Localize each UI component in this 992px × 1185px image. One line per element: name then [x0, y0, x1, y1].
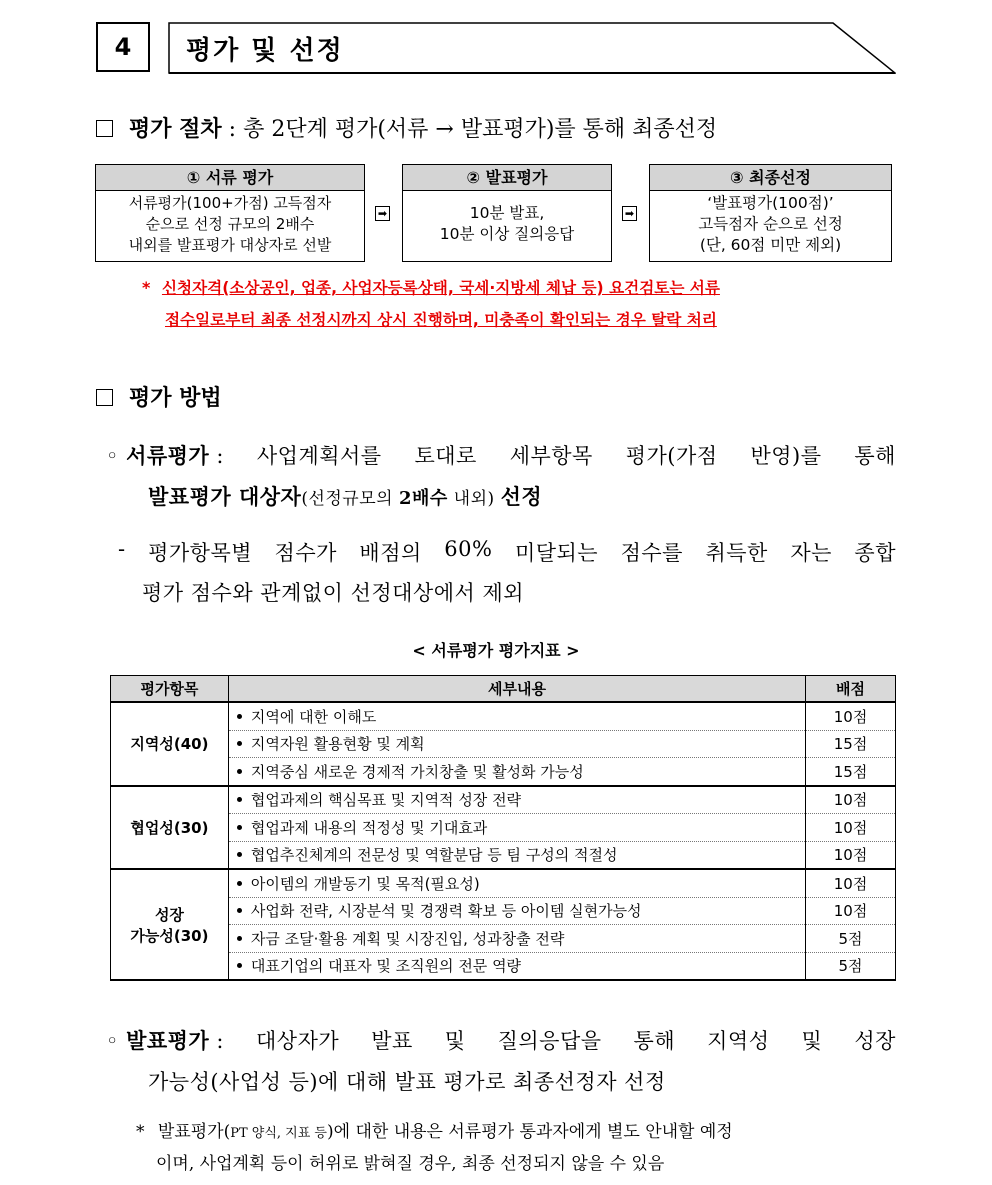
points-cell: 15점 [806, 730, 896, 758]
doc-eval-word: 통해 [854, 444, 896, 468]
bullet-dot-icon [237, 963, 242, 968]
item-text: 자금 조달·활용 계획 및 시장진입, 성과창출 전략 [250, 929, 565, 948]
section-title-box [168, 22, 896, 74]
item-cell [228, 814, 805, 842]
points-cell: 10점 [806, 786, 896, 814]
item-text: 지역자원 활용현황 및 계획 [250, 735, 425, 754]
pres-eval-word: 및 [801, 1029, 823, 1053]
points-cell: 15점 [806, 758, 896, 786]
table-row [111, 730, 896, 758]
process-step-1-line: 내외를 발표평가 대상자로 선발 [128, 236, 332, 254]
doc-eval-multiplier: 2배수 [398, 488, 448, 509]
process-step-1-line: 서류평가(100+가점) 고득점자 [128, 194, 332, 212]
pres-eval-line-2: 가능성(사업성 등)에 대해 발표 평가로 최종선정자 선정 [148, 1070, 666, 1094]
table-row [111, 702, 896, 730]
pres-eval-colon: : [209, 1029, 224, 1053]
method-label: 평가 방법 [129, 385, 222, 411]
bullet-dot-icon [237, 908, 242, 913]
item-cell [228, 786, 805, 814]
notice-line-2 [165, 308, 896, 330]
points-cell: 10점 [806, 702, 896, 730]
sub-word: 배점의 [359, 541, 422, 565]
table-row [111, 869, 896, 897]
pres-eval-word: 질의응답을 [497, 1029, 602, 1053]
item-cell [228, 869, 805, 897]
item-text: 아이템의 개발동기 및 목적(필요성) [250, 874, 480, 893]
pres-eval-word: 성장 [854, 1029, 896, 1053]
bullet-dot-icon [237, 797, 242, 802]
item-text: 대표기업의 대표자 및 조직원의 전문 역량 [250, 957, 522, 976]
bullet-dot-icon [237, 714, 242, 719]
note-star: * [136, 1122, 145, 1142]
header-category: 평가항목 [111, 676, 229, 703]
doc-eval-select: 선정 [500, 484, 543, 509]
procedure-label: 평가 절차 [129, 116, 222, 142]
process-step-1-line: 순으로 선정 규모의 2배수 [145, 215, 315, 233]
notice-star: * [142, 278, 151, 297]
notice-line-1 [142, 276, 890, 298]
note-text: )에 대한 내용은 서류평가 통과자에게 별도 안내할 예정 [326, 1122, 733, 1142]
table-row [111, 758, 896, 786]
item-cell [228, 897, 805, 925]
pres-eval-word: 지역성 [707, 1029, 770, 1053]
item-cell [228, 952, 805, 980]
points-cell: 10점 [806, 897, 896, 925]
notice-text-2: 접수일로부터 최종 선정시까지 상시 진행하며, 미충족이 확인되는 경우 탈락 처리 [165, 311, 717, 329]
item-cell [228, 730, 805, 758]
bullet-dot-icon [237, 769, 242, 774]
doc-eval-word: 세부항목 [509, 444, 593, 468]
process-step-3 [649, 164, 892, 262]
bullet-dot-icon [237, 741, 242, 746]
doc-eval-colon: : [209, 444, 224, 468]
item-text: 지역중심 새로운 경제적 가치창출 및 활성화 가능성 [250, 762, 584, 781]
bullet-icon: ◦ [106, 1029, 119, 1053]
doc-eval-sub-line-1 [118, 537, 896, 567]
sub-word: 취득한 [705, 541, 768, 565]
pres-eval-word: 통해 [633, 1029, 676, 1053]
doc-eval-target: 발표평가 대상자 [148, 484, 302, 509]
evaluation-table [110, 675, 896, 981]
pres-eval-word: 대상자가 [256, 1029, 340, 1053]
procedure-text: 총 2단계 평가(서류 → 발표평가)를 통해 최종선정 [243, 117, 718, 142]
item-cell [228, 841, 805, 869]
sub-word: 점수를 [620, 541, 683, 565]
dash-icon: - [118, 537, 126, 561]
points-cell: 10점 [806, 814, 896, 842]
procedure-colon: : [221, 117, 244, 142]
item-cell [228, 925, 805, 953]
pres-eval-label: 발표평가 [126, 1028, 210, 1053]
doc-eval-label: 서류평가 [126, 443, 210, 468]
arrow-right-icon: ➡ [375, 206, 390, 221]
table-row [111, 841, 896, 869]
points-cell: 5점 [806, 925, 896, 953]
doc-eval-line-1 [106, 440, 896, 470]
bullet-dot-icon [237, 881, 242, 886]
process-step-2-line: 10분 발표, [469, 204, 545, 222]
process-step-1-header: ① 서류 평가 [96, 165, 364, 191]
checkbox-square-icon [96, 389, 113, 406]
arrow-right-icon: ➡ [622, 206, 637, 221]
points-cell: 10점 [806, 869, 896, 897]
procedure-heading [96, 112, 717, 143]
pres-note-line-2: 이며, 사업계획 등이 허위로 밝혀질 경우, 최종 선정되지 않을 수 있음 [156, 1154, 665, 1174]
bullet-icon: ◦ [106, 444, 119, 468]
section-title: 평가 및 선정 [186, 36, 344, 66]
points-cell: 5점 [806, 952, 896, 980]
table-row [111, 814, 896, 842]
item-text: 사업화 전략, 시장분석 및 경쟁력 확보 등 아이템 실현가능성 [250, 902, 642, 921]
sub-word: 미달되는 [514, 541, 599, 565]
process-step-2 [402, 164, 612, 262]
item-text: 협업추진체계의 전문성 및 역할분담 등 팀 구성의 적절성 [250, 846, 618, 865]
note-text: 발표평가( [157, 1122, 231, 1142]
item-text: 지역에 대한 이해도 [250, 707, 377, 726]
table-row [111, 925, 896, 953]
process-step-2-header: ② 발표평가 [403, 165, 611, 191]
sub-word: 점수가 [274, 541, 337, 565]
category-cell [111, 869, 229, 980]
category-cell: 협업성(30) [111, 786, 229, 870]
process-step-2-line: 10분 이상 질의응답 [439, 225, 575, 243]
pres-eval-line-1 [106, 1025, 896, 1055]
item-cell [228, 702, 805, 730]
item-cell [228, 758, 805, 786]
table-row [111, 897, 896, 925]
table-row [111, 786, 896, 814]
sub-word: 자는 [790, 541, 832, 565]
method-heading [96, 381, 222, 412]
doc-eval-word: 사업계획서를 [256, 444, 382, 468]
bullet-dot-icon [237, 936, 242, 941]
points-cell: 10점 [806, 841, 896, 869]
table-header-row [111, 676, 896, 703]
doc-eval-scope-end: 내외) [447, 489, 501, 509]
doc-eval-word: 평가(가점 [625, 444, 718, 468]
doc-eval-scope: (선정규모의 [301, 489, 399, 509]
bullet-dot-icon [237, 825, 242, 830]
process-step-3-line: 고득점자 순으로 선정 [698, 215, 843, 233]
pres-note-line-1 [136, 1117, 896, 1142]
doc-eval-word: 토대로 [414, 444, 477, 468]
note-small-text: PT 양식, 지표 등 [230, 1126, 327, 1141]
process-step-3-line: ‘발표평가(100점)’ [707, 194, 834, 212]
bullet-dot-icon [237, 852, 242, 857]
process-step-3-line: (단, 60점 미만 제외) [699, 236, 842, 254]
header-detail: 세부내용 [228, 676, 805, 703]
process-step-3-header: ③ 최종선정 [650, 165, 891, 191]
sub-word: 종합 [854, 541, 896, 565]
section-number: 4 [96, 22, 150, 72]
pres-eval-word: 발표 [371, 1029, 413, 1053]
pres-eval-word: 및 [444, 1029, 466, 1053]
category-cell: 지역성(40) [111, 702, 229, 786]
notice-text-1: 신청자격(소상공인, 업종, 사업자등록상태, 국세·지방세 체납 등) 요건검토는 서류 [161, 279, 720, 297]
doc-eval-sub-line-2: 평가 점수와 관계없이 선정대상에서 제외 [142, 581, 525, 605]
doc-eval-line-2 [148, 481, 542, 511]
header-points: 배점 [806, 676, 896, 703]
item-text: 협업과제 내용의 적정성 및 기대효과 [250, 818, 488, 837]
table-caption: < 서류평가 평가지표 > [412, 641, 580, 660]
category-line: 가능성(30) [130, 926, 209, 945]
category-line: 성장 [154, 905, 184, 924]
sub-word: 60% [444, 537, 493, 561]
item-text: 협업과제의 핵심목표 및 지역적 성장 전략 [250, 791, 522, 810]
checkbox-square-icon [96, 120, 113, 137]
doc-eval-word: 반영)를 [750, 444, 822, 468]
sub-word: 평가항목별 [148, 541, 253, 565]
table-row [111, 952, 896, 980]
process-step-1 [95, 164, 365, 262]
